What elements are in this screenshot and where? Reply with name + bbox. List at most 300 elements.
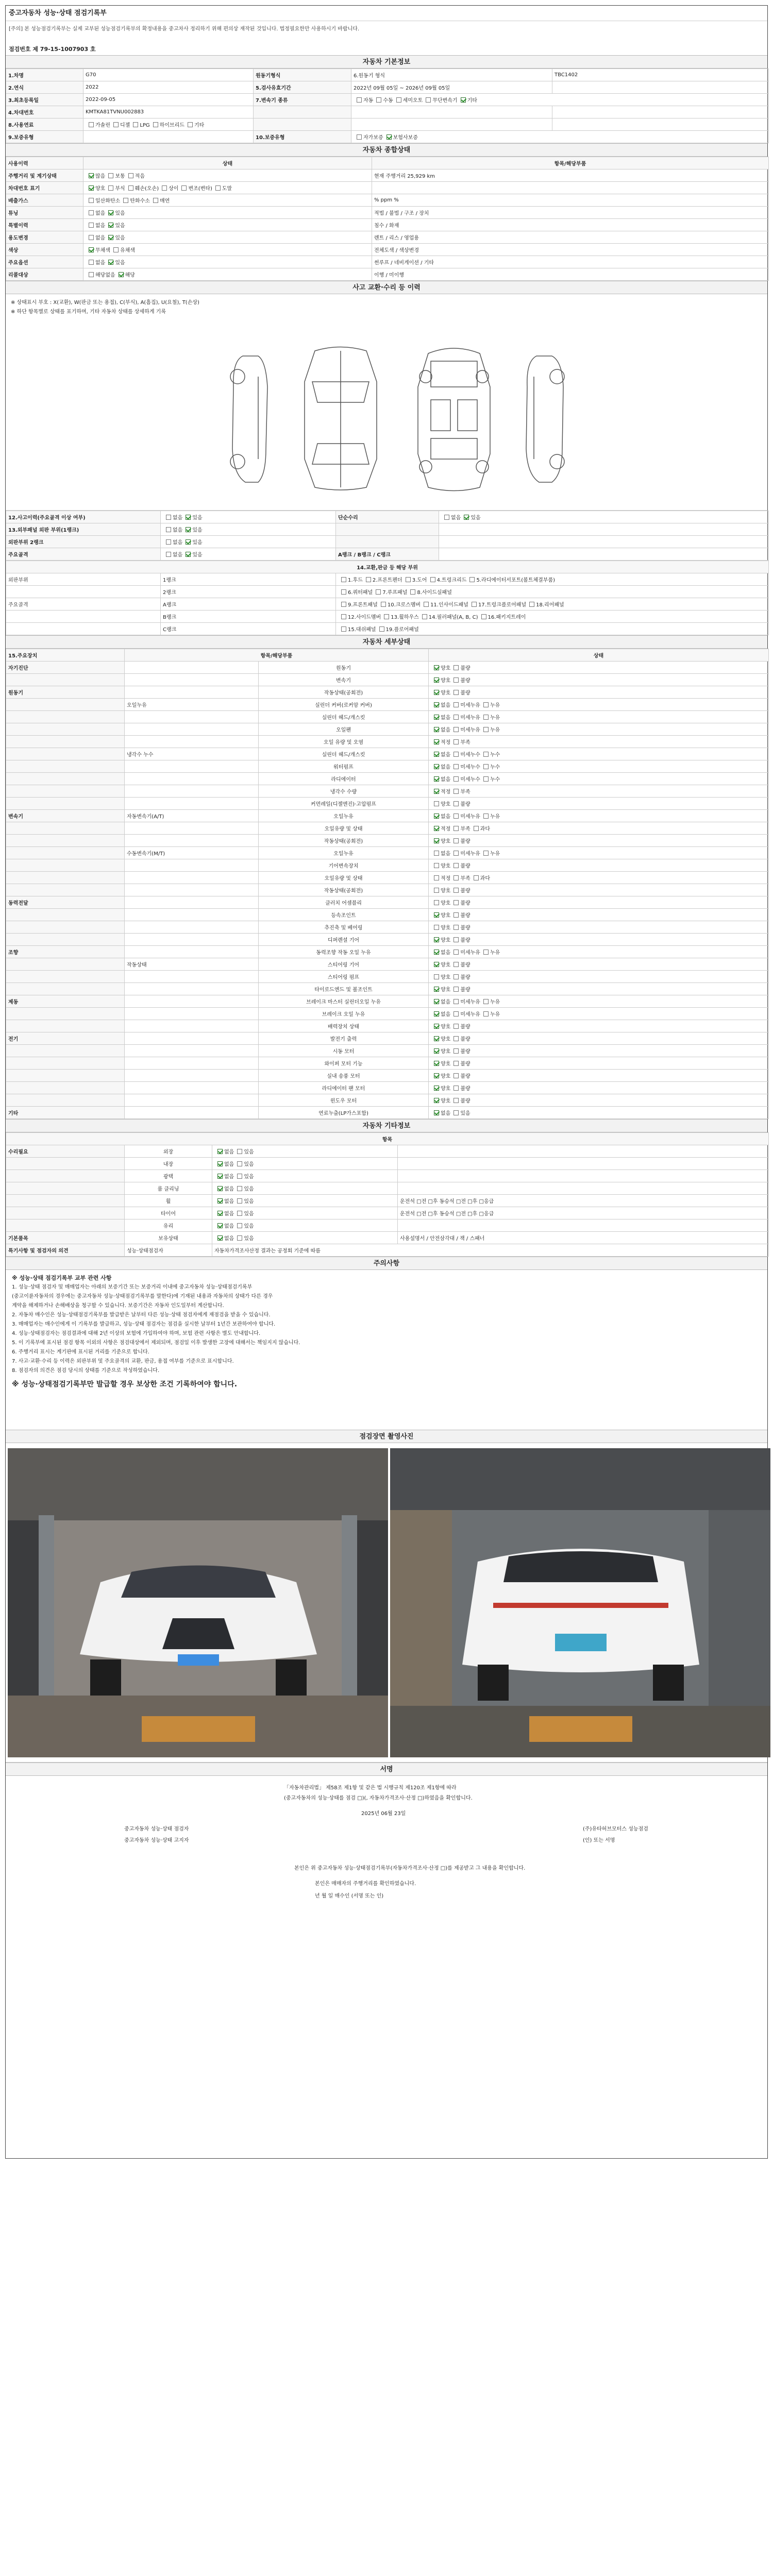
basic-label: 3.최초등록일: [6, 94, 83, 106]
checkbox-label: 19.플로어패널: [385, 627, 419, 633]
note-line: 1. 성능·상태 점검자 및 매매업자는 아래의 보증기간 또는 보증거리 이내에 중고자동차 성능·상태점검기록부: [12, 1284, 253, 1290]
checkbox[interactable]: [153, 198, 158, 203]
checkbox[interactable]: [434, 1061, 439, 1066]
detail-sub: [125, 785, 259, 798]
checkbox[interactable]: [474, 875, 479, 880]
checkbox[interactable]: [89, 235, 94, 240]
checkbox-label: 없음: [441, 777, 451, 783]
checkbox[interactable]: [453, 801, 459, 806]
detail-row: [6, 872, 769, 884]
checkbox[interactable]: [453, 974, 459, 979]
checkbox[interactable]: [434, 925, 439, 930]
damage-right-label: 단순수리: [336, 511, 439, 523]
checkbox[interactable]: [341, 626, 346, 632]
checkbox[interactable]: [434, 715, 439, 720]
checkbox[interactable]: [108, 235, 113, 240]
detail-item: 작동상태(공회전): [259, 884, 429, 896]
parts-rank: 1랭크: [161, 573, 336, 586]
detail-sub: [125, 798, 259, 810]
detail-sub: [125, 723, 259, 736]
checkbox[interactable]: [453, 1073, 459, 1078]
checkbox[interactable]: [434, 974, 439, 979]
checkbox[interactable]: [464, 515, 469, 520]
checkbox[interactable]: [217, 1223, 223, 1228]
detail-sub: [125, 1008, 259, 1020]
checkbox[interactable]: [483, 764, 489, 769]
detail-group: [6, 822, 125, 835]
detail-group: [6, 748, 125, 760]
checkbox[interactable]: [237, 1198, 242, 1204]
checkbox[interactable]: [483, 702, 489, 707]
detail-options: [429, 748, 769, 760]
checkbox[interactable]: [119, 272, 124, 277]
checkbox[interactable]: [453, 715, 459, 720]
car-outline-diagram: [222, 341, 573, 495]
car-diagram-area: [6, 294, 767, 511]
detail-row: [6, 773, 769, 785]
detail-item: 오일팬: [259, 723, 429, 736]
detail-item: 타이로드엔드 및 볼조인트: [259, 983, 429, 995]
parts-group: [6, 623, 161, 635]
checkbox[interactable]: [128, 185, 133, 191]
detail-group: [6, 711, 125, 723]
checkbox[interactable]: [434, 1073, 439, 1078]
detail-sub: [125, 859, 259, 872]
checkbox-label: 누유: [490, 703, 500, 708]
checkbox[interactable]: [128, 173, 133, 178]
checkbox[interactable]: [434, 1036, 439, 1041]
checkbox[interactable]: [453, 851, 459, 856]
basic-value: [552, 81, 769, 94]
checkbox[interactable]: [453, 1110, 459, 1115]
checkbox[interactable]: [237, 1174, 242, 1179]
checkbox-label: 없음: [441, 950, 451, 956]
checkbox[interactable]: [453, 764, 459, 769]
checkbox-label: 12.사이드멤버: [348, 615, 381, 620]
checkbox[interactable]: [434, 962, 439, 967]
checkbox-label: 있음: [192, 540, 203, 546]
detail-group: 동력전달: [6, 896, 125, 909]
damage-options: [161, 511, 336, 523]
detail-group: [6, 1045, 125, 1057]
checkbox[interactable]: [406, 577, 411, 582]
detail-options: [429, 859, 769, 872]
checkbox[interactable]: [461, 97, 466, 103]
checkbox[interactable]: [434, 1110, 439, 1115]
damage-row: [6, 536, 769, 548]
detail-sub: [125, 921, 259, 934]
parts-rank: A랭크: [161, 598, 336, 611]
legend-line: ※ 상태표시 부호 : X(교환), W(판금 또는 용접), C(부식), A(흠집), U(요철), T(손상): [11, 300, 199, 306]
overall-header: [6, 157, 769, 170]
detail-options: [429, 1032, 769, 1045]
other-extra: [398, 1145, 769, 1158]
checkbox-label: 없음: [224, 1224, 234, 1229]
detail-sub: [125, 662, 259, 674]
checkbox-label: 양호: [441, 1098, 451, 1104]
checkbox-label: 하이브리드: [159, 123, 184, 128]
checkbox[interactable]: [108, 223, 113, 228]
checkbox[interactable]: [453, 950, 459, 955]
checkbox[interactable]: [434, 789, 439, 794]
checkbox-label: 부식: [115, 186, 125, 192]
checkbox[interactable]: [108, 260, 113, 265]
basic-label: [254, 118, 351, 131]
checkbox-label: 있음: [115, 223, 125, 229]
detail-row: [6, 723, 769, 736]
detail-item: 원동기: [259, 662, 429, 674]
inspection-record-document: [5, 5, 768, 2159]
checkbox[interactable]: [376, 589, 381, 595]
detail-sub: [125, 1070, 259, 1082]
checkbox-label: 자동: [363, 98, 374, 104]
checkbox-label: 불량: [460, 678, 470, 684]
checkbox[interactable]: [453, 1061, 459, 1066]
replaced-parts-table: [6, 561, 769, 635]
checkbox[interactable]: [434, 677, 439, 683]
basic-row: [6, 69, 769, 81]
checkbox[interactable]: [453, 838, 459, 843]
checkbox[interactable]: [453, 814, 459, 819]
detail-row: [6, 810, 769, 822]
checkbox[interactable]: [472, 602, 477, 607]
checkbox[interactable]: [162, 185, 167, 191]
detail-item: 작동상태(공회전): [259, 686, 429, 699]
checkbox[interactable]: [237, 1235, 242, 1241]
checkbox-label: 양호: [441, 1049, 451, 1055]
checkbox-label: 누유: [490, 727, 500, 733]
detail-header: [6, 649, 769, 662]
damage-label: 외판부위 2랭크: [6, 536, 161, 548]
checkbox[interactable]: [483, 715, 489, 720]
detail-group: [6, 884, 125, 896]
detail-item: 디퍼렌셜 기어: [259, 934, 429, 946]
checkbox[interactable]: [237, 1161, 242, 1166]
checkbox[interactable]: [434, 1011, 439, 1016]
checkbox[interactable]: [434, 987, 439, 992]
checkbox[interactable]: [434, 1024, 439, 1029]
checkbox[interactable]: [434, 999, 439, 1004]
checkbox-label: 양호: [441, 938, 451, 943]
detail-item: 연료누출(LP가스포함): [259, 1107, 429, 1119]
detail-item: 배력장치 상태: [259, 1020, 429, 1032]
checkbox[interactable]: [453, 665, 459, 670]
buyer-signature: 년 월 일 매수인 (서명 또는 인): [315, 1893, 384, 1899]
checkbox[interactable]: [453, 1036, 459, 1041]
basic-row: [6, 131, 769, 143]
checkbox[interactable]: [434, 863, 439, 868]
detail-row: [6, 859, 769, 872]
overall-label: 주행거리 및 계기상태: [6, 170, 83, 182]
checkbox[interactable]: [357, 134, 362, 140]
detail-row: [6, 1045, 769, 1057]
checkbox[interactable]: [434, 764, 439, 769]
checkbox-label: 없음: [95, 235, 106, 241]
checkbox[interactable]: [453, 789, 459, 794]
checkbox[interactable]: [483, 950, 489, 955]
detail-row: [6, 662, 769, 674]
basic-value: [83, 131, 254, 143]
checkbox[interactable]: [89, 272, 94, 277]
checkbox[interactable]: [381, 602, 386, 607]
overall-note: [372, 182, 769, 194]
checkbox[interactable]: [434, 851, 439, 856]
damage-options: [161, 548, 336, 561]
checkbox[interactable]: [434, 1048, 439, 1054]
detail-row: [6, 983, 769, 995]
detail-sub: [125, 711, 259, 723]
checkbox[interactable]: [188, 122, 193, 127]
checkbox-label: 디젤: [120, 123, 130, 128]
checkbox[interactable]: [186, 527, 191, 532]
checkbox[interactable]: [481, 614, 486, 619]
detail-item: 기어변속장치: [259, 859, 429, 872]
checkbox[interactable]: [217, 1174, 223, 1179]
special-row: [6, 1244, 769, 1257]
checkbox-label: 적정: [441, 826, 451, 832]
checkbox[interactable]: [396, 97, 401, 103]
right-side-view-icon: [526, 356, 564, 482]
checkbox[interactable]: [434, 665, 439, 670]
checkbox-label: 불량: [460, 1086, 470, 1092]
checkbox[interactable]: [434, 950, 439, 955]
checkbox[interactable]: [186, 539, 191, 545]
checkbox[interactable]: [453, 888, 459, 893]
checkbox[interactable]: [453, 690, 459, 695]
checkbox[interactable]: [483, 851, 489, 856]
checkbox[interactable]: [237, 1186, 242, 1191]
checkbox[interactable]: [434, 838, 439, 843]
detail-group: [6, 773, 125, 785]
checkbox[interactable]: [217, 1161, 223, 1166]
checkbox[interactable]: [376, 97, 381, 103]
checkbox[interactable]: [483, 776, 489, 782]
checkbox[interactable]: [386, 134, 392, 140]
checkbox[interactable]: [529, 602, 534, 607]
checkbox[interactable]: [89, 173, 94, 178]
checkbox[interactable]: [357, 97, 362, 103]
checkbox[interactable]: [434, 727, 439, 732]
special-value: 성능·상태점검자: [125, 1244, 212, 1257]
checkbox[interactable]: [217, 1149, 223, 1154]
checkbox[interactable]: [453, 826, 459, 831]
checkbox[interactable]: [89, 122, 94, 127]
damage-row: [6, 511, 769, 523]
checkbox[interactable]: [237, 1149, 242, 1154]
checkbox[interactable]: [434, 752, 439, 757]
checkbox[interactable]: [89, 210, 94, 215]
detail-group: [6, 760, 125, 773]
checkbox[interactable]: [453, 875, 459, 880]
detail-options: [429, 736, 769, 748]
checkbox-label: 누유: [490, 814, 500, 820]
parts-group: 외판부위: [6, 573, 161, 586]
checkbox[interactable]: [453, 1098, 459, 1103]
checkbox[interactable]: [113, 122, 119, 127]
checkbox[interactable]: [453, 1011, 459, 1016]
checkbox[interactable]: [341, 614, 346, 619]
detail-row: [6, 674, 769, 686]
checkbox[interactable]: [474, 826, 479, 831]
detail-sub: 냉각수 누수: [125, 748, 259, 760]
checkbox[interactable]: [434, 912, 439, 918]
checkbox-label: 적음: [135, 174, 145, 179]
checkbox[interactable]: [166, 552, 171, 557]
checkbox[interactable]: [384, 614, 389, 619]
checkbox[interactable]: [379, 626, 384, 632]
checkbox[interactable]: [153, 122, 158, 127]
checkbox[interactable]: [237, 1211, 242, 1216]
checkbox[interactable]: [444, 515, 449, 520]
checkbox[interactable]: [469, 577, 475, 582]
checkbox-label: 누유: [490, 715, 500, 721]
detail-options: [429, 773, 769, 785]
checkbox[interactable]: [483, 727, 489, 732]
checkbox[interactable]: [123, 198, 128, 203]
checkbox[interactable]: [89, 223, 94, 228]
section-basic-title: 자동차 기본정보: [6, 55, 767, 69]
checkbox[interactable]: [434, 1086, 439, 1091]
checkbox[interactable]: [89, 185, 94, 191]
checkbox[interactable]: [434, 801, 439, 806]
detail-row: [6, 835, 769, 847]
checkbox[interactable]: [166, 527, 171, 532]
checkbox[interactable]: [426, 97, 431, 103]
checkbox-label: 있음: [244, 1162, 254, 1167]
checkbox[interactable]: [483, 999, 489, 1004]
checkbox[interactable]: [453, 1024, 459, 1029]
detail-options: [429, 946, 769, 958]
overall-options: [83, 219, 372, 231]
checkbox[interactable]: [341, 577, 346, 582]
special-note: 자동차가격조사산정 결과는 공정회 기준에 따름: [212, 1244, 769, 1257]
checkbox[interactable]: [217, 1186, 223, 1191]
checkbox[interactable]: [434, 690, 439, 695]
overall-note: 전체도색 / 색상변경: [372, 244, 769, 256]
checkbox[interactable]: [453, 863, 459, 868]
overall-options: [83, 207, 372, 219]
checkbox[interactable]: [453, 912, 459, 918]
checkbox[interactable]: [453, 776, 459, 782]
checkbox[interactable]: [341, 602, 346, 607]
top-view-icon: [305, 347, 377, 490]
checkbox[interactable]: [453, 727, 459, 732]
checkbox[interactable]: [217, 1211, 223, 1216]
damage-legend: [11, 298, 199, 317]
checkbox[interactable]: [453, 739, 459, 744]
checkbox[interactable]: [434, 739, 439, 744]
damage-options: [161, 523, 336, 536]
checkbox[interactable]: [186, 552, 191, 557]
checkbox[interactable]: [89, 198, 94, 203]
checkbox[interactable]: [483, 814, 489, 819]
note-line: 3. 매매업자는 매수인에게 이 기록부를 발급하고, 성능·상태 점검자는 점검을 실시한 날부터 1년간 보관하여야 합니다.: [12, 1321, 276, 1327]
checkbox[interactable]: [434, 888, 439, 893]
checkbox[interactable]: [237, 1223, 242, 1228]
checkbox[interactable]: [453, 999, 459, 1004]
checkbox[interactable]: [113, 247, 119, 252]
checkbox[interactable]: [215, 185, 221, 191]
checkbox-label: 훼손(오손): [135, 186, 159, 192]
detail-sub: 작동상태: [125, 958, 259, 971]
checkbox[interactable]: [434, 826, 439, 831]
checkbox[interactable]: [453, 900, 459, 905]
checkbox[interactable]: [434, 702, 439, 707]
other-extra: [398, 1158, 769, 1170]
checkbox[interactable]: [434, 776, 439, 782]
checkbox[interactable]: [422, 614, 427, 619]
checkbox[interactable]: [434, 900, 439, 905]
checkbox-label: 8.사이드실패널: [417, 590, 452, 596]
other-item: 휠: [125, 1195, 212, 1207]
parts-row: [6, 623, 769, 635]
checkbox[interactable]: [434, 814, 439, 819]
checkbox[interactable]: [430, 577, 435, 582]
checkbox[interactable]: [434, 937, 439, 942]
checkbox[interactable]: [483, 752, 489, 757]
checkbox[interactable]: [453, 677, 459, 683]
other-options: [212, 1145, 398, 1158]
checkbox[interactable]: [453, 962, 459, 967]
checkbox[interactable]: [424, 602, 429, 607]
basic-label: 5.검사유효기간: [254, 81, 351, 94]
checkbox[interactable]: [89, 247, 94, 252]
checkbox[interactable]: [341, 589, 346, 595]
damage-right-options: [439, 536, 769, 548]
checkbox[interactable]: [453, 1086, 459, 1091]
section-overall-title: 자동차 종합상태: [6, 143, 767, 157]
checkbox[interactable]: [453, 702, 459, 707]
parts-items: [336, 586, 769, 598]
checkbox[interactable]: [453, 987, 459, 992]
checkbox[interactable]: [366, 577, 371, 582]
basic-label: 1.차명: [6, 69, 83, 81]
other-options: [212, 1182, 398, 1195]
detail-item: 실린더 헤드/개스킷: [259, 748, 429, 760]
checkbox[interactable]: [453, 752, 459, 757]
checkbox[interactable]: [166, 539, 171, 545]
checkbox[interactable]: [108, 185, 113, 191]
checkbox-label: 양호: [441, 678, 451, 684]
checkbox[interactable]: [166, 515, 171, 520]
parts-items: [336, 611, 769, 623]
checkbox[interactable]: [434, 875, 439, 880]
checkbox[interactable]: [186, 515, 191, 520]
checkbox[interactable]: [133, 122, 138, 127]
checkbox[interactable]: [108, 210, 113, 215]
checkbox[interactable]: [217, 1235, 223, 1241]
checkbox-label: 불량: [460, 802, 470, 807]
checkbox[interactable]: [453, 1048, 459, 1054]
basic-value: [351, 106, 552, 118]
detail-row: [6, 822, 769, 835]
checkbox[interactable]: [181, 185, 187, 191]
checkbox[interactable]: [453, 925, 459, 930]
checkbox-label: 6.쿼터패널: [348, 590, 373, 596]
detail-item: 동력조향 작동 오일 누유: [259, 946, 429, 958]
checkbox[interactable]: [483, 1011, 489, 1016]
checkbox-label: 없음: [173, 540, 183, 546]
checkbox[interactable]: [217, 1198, 223, 1204]
checkbox[interactable]: [89, 260, 94, 265]
checkbox[interactable]: [410, 589, 415, 595]
checkbox[interactable]: [453, 937, 459, 942]
detail-options: [429, 822, 769, 835]
checkbox[interactable]: [434, 1098, 439, 1103]
detail-group: 원동기: [6, 686, 125, 699]
checkbox[interactable]: [108, 173, 113, 178]
detail-item: 브레이크 오일 누유: [259, 1008, 429, 1020]
